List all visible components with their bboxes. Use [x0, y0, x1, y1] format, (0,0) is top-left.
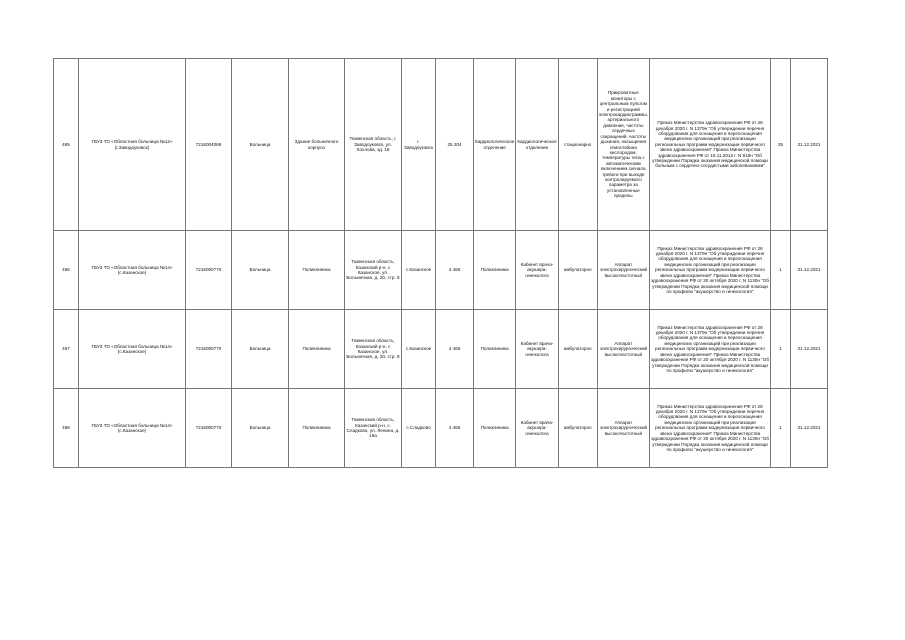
table-row [54, 59, 828, 231]
building-cell: Поликлиника [289, 389, 345, 468]
inn-cell: 7216000770 [186, 389, 232, 468]
quantity-cell: 1 [771, 389, 791, 468]
department-cell: Поликлиника [474, 231, 516, 310]
equipment-cell: Аппарат электрохирургический высокочастотный [597, 231, 649, 310]
legal-basis-cell: Приказ Министерства здравоохранения РФ от 28 декабря 2020 г. N 1379н "Об утверждении перечня оборудования для оснащения и переоснащения медицинских организаций при реализации региональных программ модернизации первичного звена здравоохранения" Приказ Министерства здравоохранения РФ от 15.11.2012 г. N 918н "Об утверждении Порядка оказания медицинской помощи больным с сердечно-сосудистыми заболеваниями" [650, 59, 771, 231]
locality-cell: с.Казанское [402, 231, 436, 310]
table-row [54, 231, 828, 310]
address-cell: Тюменская область, Казанский р-н, с. Сладково, ул. Ленина, д. 19а [345, 389, 402, 468]
department-cell: Поликлиника [474, 389, 516, 468]
care-form-cell: стационарно [558, 59, 597, 231]
organization-cell: ГБУЗ ТО «Областная больница №14» (с.Казанское) [79, 231, 186, 310]
address-cell: Тюменская область, Казанский р-н, с Казанское, ул. Больничная, д. 20, стр. 8 [345, 310, 402, 389]
address-cell: Тюменская область, Казанский р-н, с Казанское, ул. Больничная, д. 20, стр. 8 [345, 231, 402, 310]
deadline-cell: 31.12.2021 [791, 310, 828, 389]
quantity-cell: 25 [771, 59, 791, 231]
row-number: 468 [54, 389, 79, 468]
row-number: 465 [54, 59, 79, 231]
room-cell: Кардиологическое отделение [516, 59, 558, 231]
care-form-cell: амбулаторно [558, 310, 597, 389]
quantity-cell: 1 [771, 310, 791, 389]
legal-basis-cell: Приказ Министерства здравоохранения РФ от 28 декабря 2020 г. N 1379н "Об утверждении перечня оборудования для оснащения и переоснащения медицинских организаций при реализации региональных программ модернизации первичного звена здравоохранения" Приказ Министерства здравоохранения РФ от 20 октября 2020 г. N 1130н "Об утверждении Порядка оказания медицинской помощи по профилю "акушерство и гинекология" [650, 231, 771, 310]
inn-cell: 7216004069 [186, 59, 232, 231]
population-cell: 4 466 [436, 389, 474, 468]
organization-cell: ГБУЗ ТО «Областная больница №14» (с.Казанское) [79, 389, 186, 468]
locality-cell: г. Заводоуковск [402, 59, 436, 231]
facility-type-cell: Больница [232, 310, 289, 389]
table-row [54, 310, 828, 389]
room-cell: Кабинет врача-акушера-гинеколога [516, 389, 558, 468]
inn-cell: 7216000770 [186, 310, 232, 389]
quantity-cell: 1 [771, 231, 791, 310]
room-cell: Кабинет врача-акушера-гинеколога [516, 231, 558, 310]
deadline-cell: 31.12.2021 [791, 231, 828, 310]
locality-cell: с.Сладково [402, 389, 436, 468]
population-cell: 4 466 [436, 231, 474, 310]
equipment-cell: Аппарат электрохирургический высокочастотный [597, 310, 649, 389]
registry-table [53, 58, 828, 468]
deadline-cell: 31.12.2021 [791, 59, 828, 231]
legal-basis-cell: Приказ Министерства здравоохранения РФ от 28 декабря 2020 г. N 1379н "Об утверждении перечня оборудования для оснащения и переоснащения медицинских организаций при реализации региональных программ модернизации первичного звена здравоохранения" Приказ Министерства здравоохранения РФ от 20 октября 2020 г. N 1130н "Об утверждении Порядка оказания медицинской помощи по профилю "акушерство и гинекология" [650, 310, 771, 389]
locality-cell: с.Казанское [402, 310, 436, 389]
population-cell: 25 204 [436, 59, 474, 231]
table-row [54, 389, 828, 468]
care-form-cell: амбулаторно [558, 389, 597, 468]
room-cell: Кабинет врача-акушера-гинеколога [516, 310, 558, 389]
equipment-cell: Аппарат электрохирургический высокочастотный [597, 389, 649, 468]
building-cell: Поликлиника [289, 310, 345, 389]
building-cell: Здание больничного корпуса [289, 59, 345, 231]
organization-cell: ГБУЗ ТО «Областная больница №12» (г.Заводоуковск) [79, 59, 186, 231]
facility-type-cell: Больница [232, 59, 289, 231]
organization-cell: ГБУЗ ТО «Областная больница №14» (с.Казанское) [79, 310, 186, 389]
legal-basis-cell: Приказ Министерства здравоохранения РФ от 28 декабря 2020 г. N 1379н "Об утверждении перечня оборудования для оснащения и переоснащения медицинских организаций при реализации региональных программ модернизации первичного звена здравоохранения" Приказ Министерства здравоохранения РФ от 20 октября 2020 г. N 1130н "Об утверждении Порядка оказания медицинской помощи по профилю "акушерство и гинекология" [650, 389, 771, 468]
facility-type-cell: Больница [232, 231, 289, 310]
population-cell: 4 466 [436, 310, 474, 389]
facility-type-cell: Больница [232, 389, 289, 468]
inn-cell: 7216000770 [186, 231, 232, 310]
department-cell: Поликлиника [474, 310, 516, 389]
deadline-cell: 31.12.2021 [791, 389, 828, 468]
care-form-cell: амбулаторно [558, 231, 597, 310]
row-number: 467 [54, 310, 79, 389]
address-cell: Тюменская область, г. Заводоуковск, ул. Хохлова, зд. 19 [345, 59, 402, 231]
equipment-cell: Прикроватные мониторы с центральным пультом и регистрацией электрокардиограммы, артериального давления, частоты сердечных сокращений, частоты дыхания, насыщения гемоглобина кислородом, температуры тела с автоматическим включением сигнала тревоги при выходе контролируемого параметра за установленные пределы [597, 59, 649, 231]
department-cell: Кардиологическое отделение [474, 59, 516, 231]
building-cell: Поликлиника [289, 231, 345, 310]
row-number: 466 [54, 231, 79, 310]
